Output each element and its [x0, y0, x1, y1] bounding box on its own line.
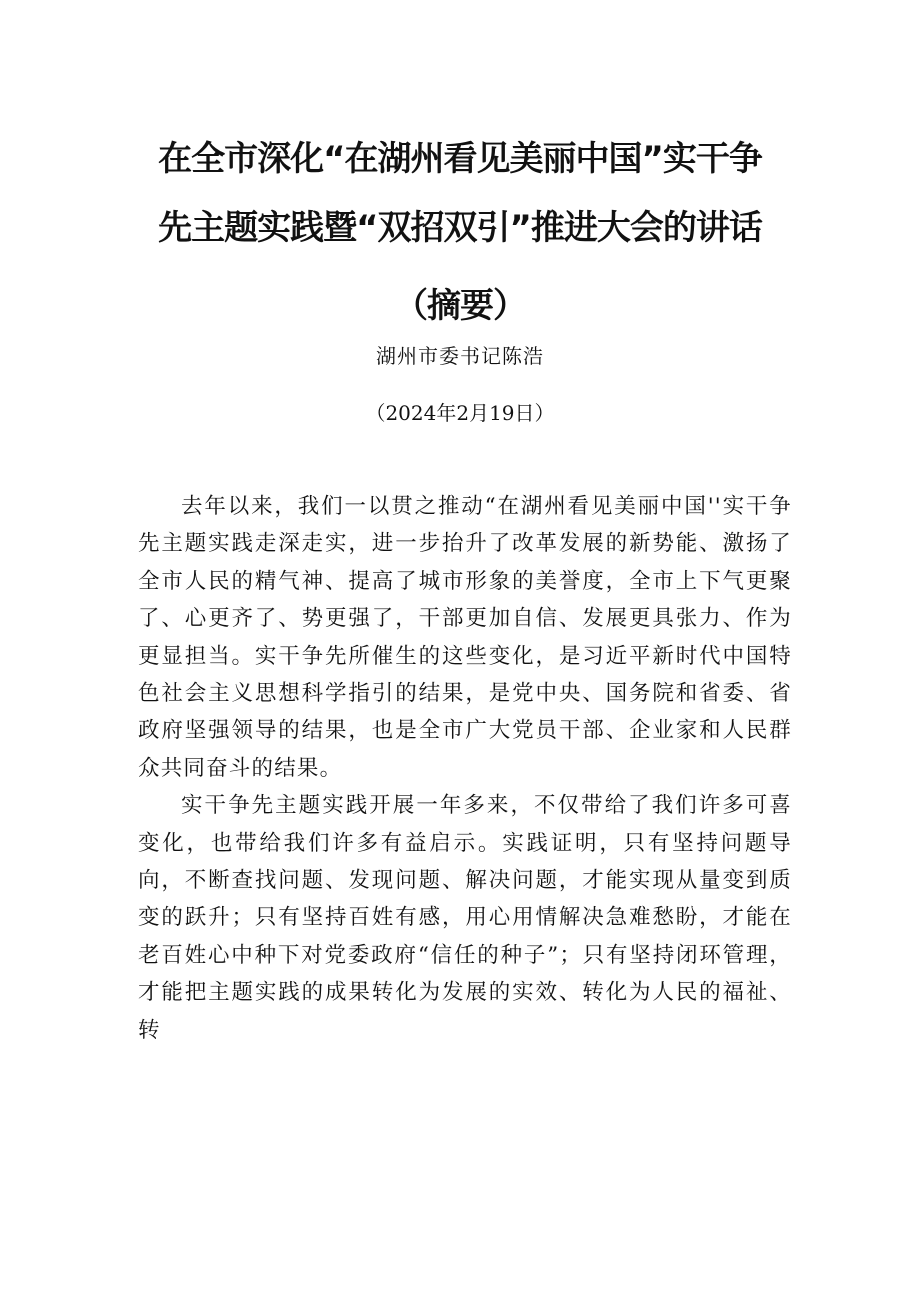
body-paragraph-2: 实干争先主题实践开展一年多来，不仅带给了我们许多可喜变化，也带给我们许多有益启示。实践证明，只有坚持问题导向，不断查找问题、发现问题、解决问题，才能实现从量变到质变的跃升；只有坚持百姓有感，用心用情解决急难愁盼，才能在老百姓心中种下对党委政府“信任的种子”；只有坚持闭环管理，才能把主题实践的成果转化为发展的实效、转化为人民的福祉、转: [138, 793, 792, 1043]
document-body: [138, 488, 792, 1049]
date-line: （2024年2月19日）: [365, 401, 555, 425]
document-title-line-1: 在全市深化“在湖州看见美丽中国”实干争: [158, 139, 762, 179]
author-line: 湖州市委书记陈浩: [376, 344, 544, 368]
body-paragraph-1: 去年以来，我们一以贯之推动“在湖州看见美丽中国''实干争先主题实践走深走实，进一步抬升了改革发展的新势能、激扬了全市人民的精气神、提高了城市形象的美誉度，全市上下气更聚了、心更齐了、势更强了，干部更加自信、发展更具张力、作为更显担当。实干争先所催生的这些变化，是习近平新时代中国特色社会主义思想科学指引的结果，是党中央、国务院和省委、省政府坚强领导的结果，也是全市广大党员干部、企业家和人民群众共同奋斗的结果。: [138, 494, 792, 781]
document-title-line-2: 先主题实践暨“双招双引”推进大会的讲话: [158, 208, 762, 248]
document-title-line-3: （摘要）: [394, 286, 526, 326]
